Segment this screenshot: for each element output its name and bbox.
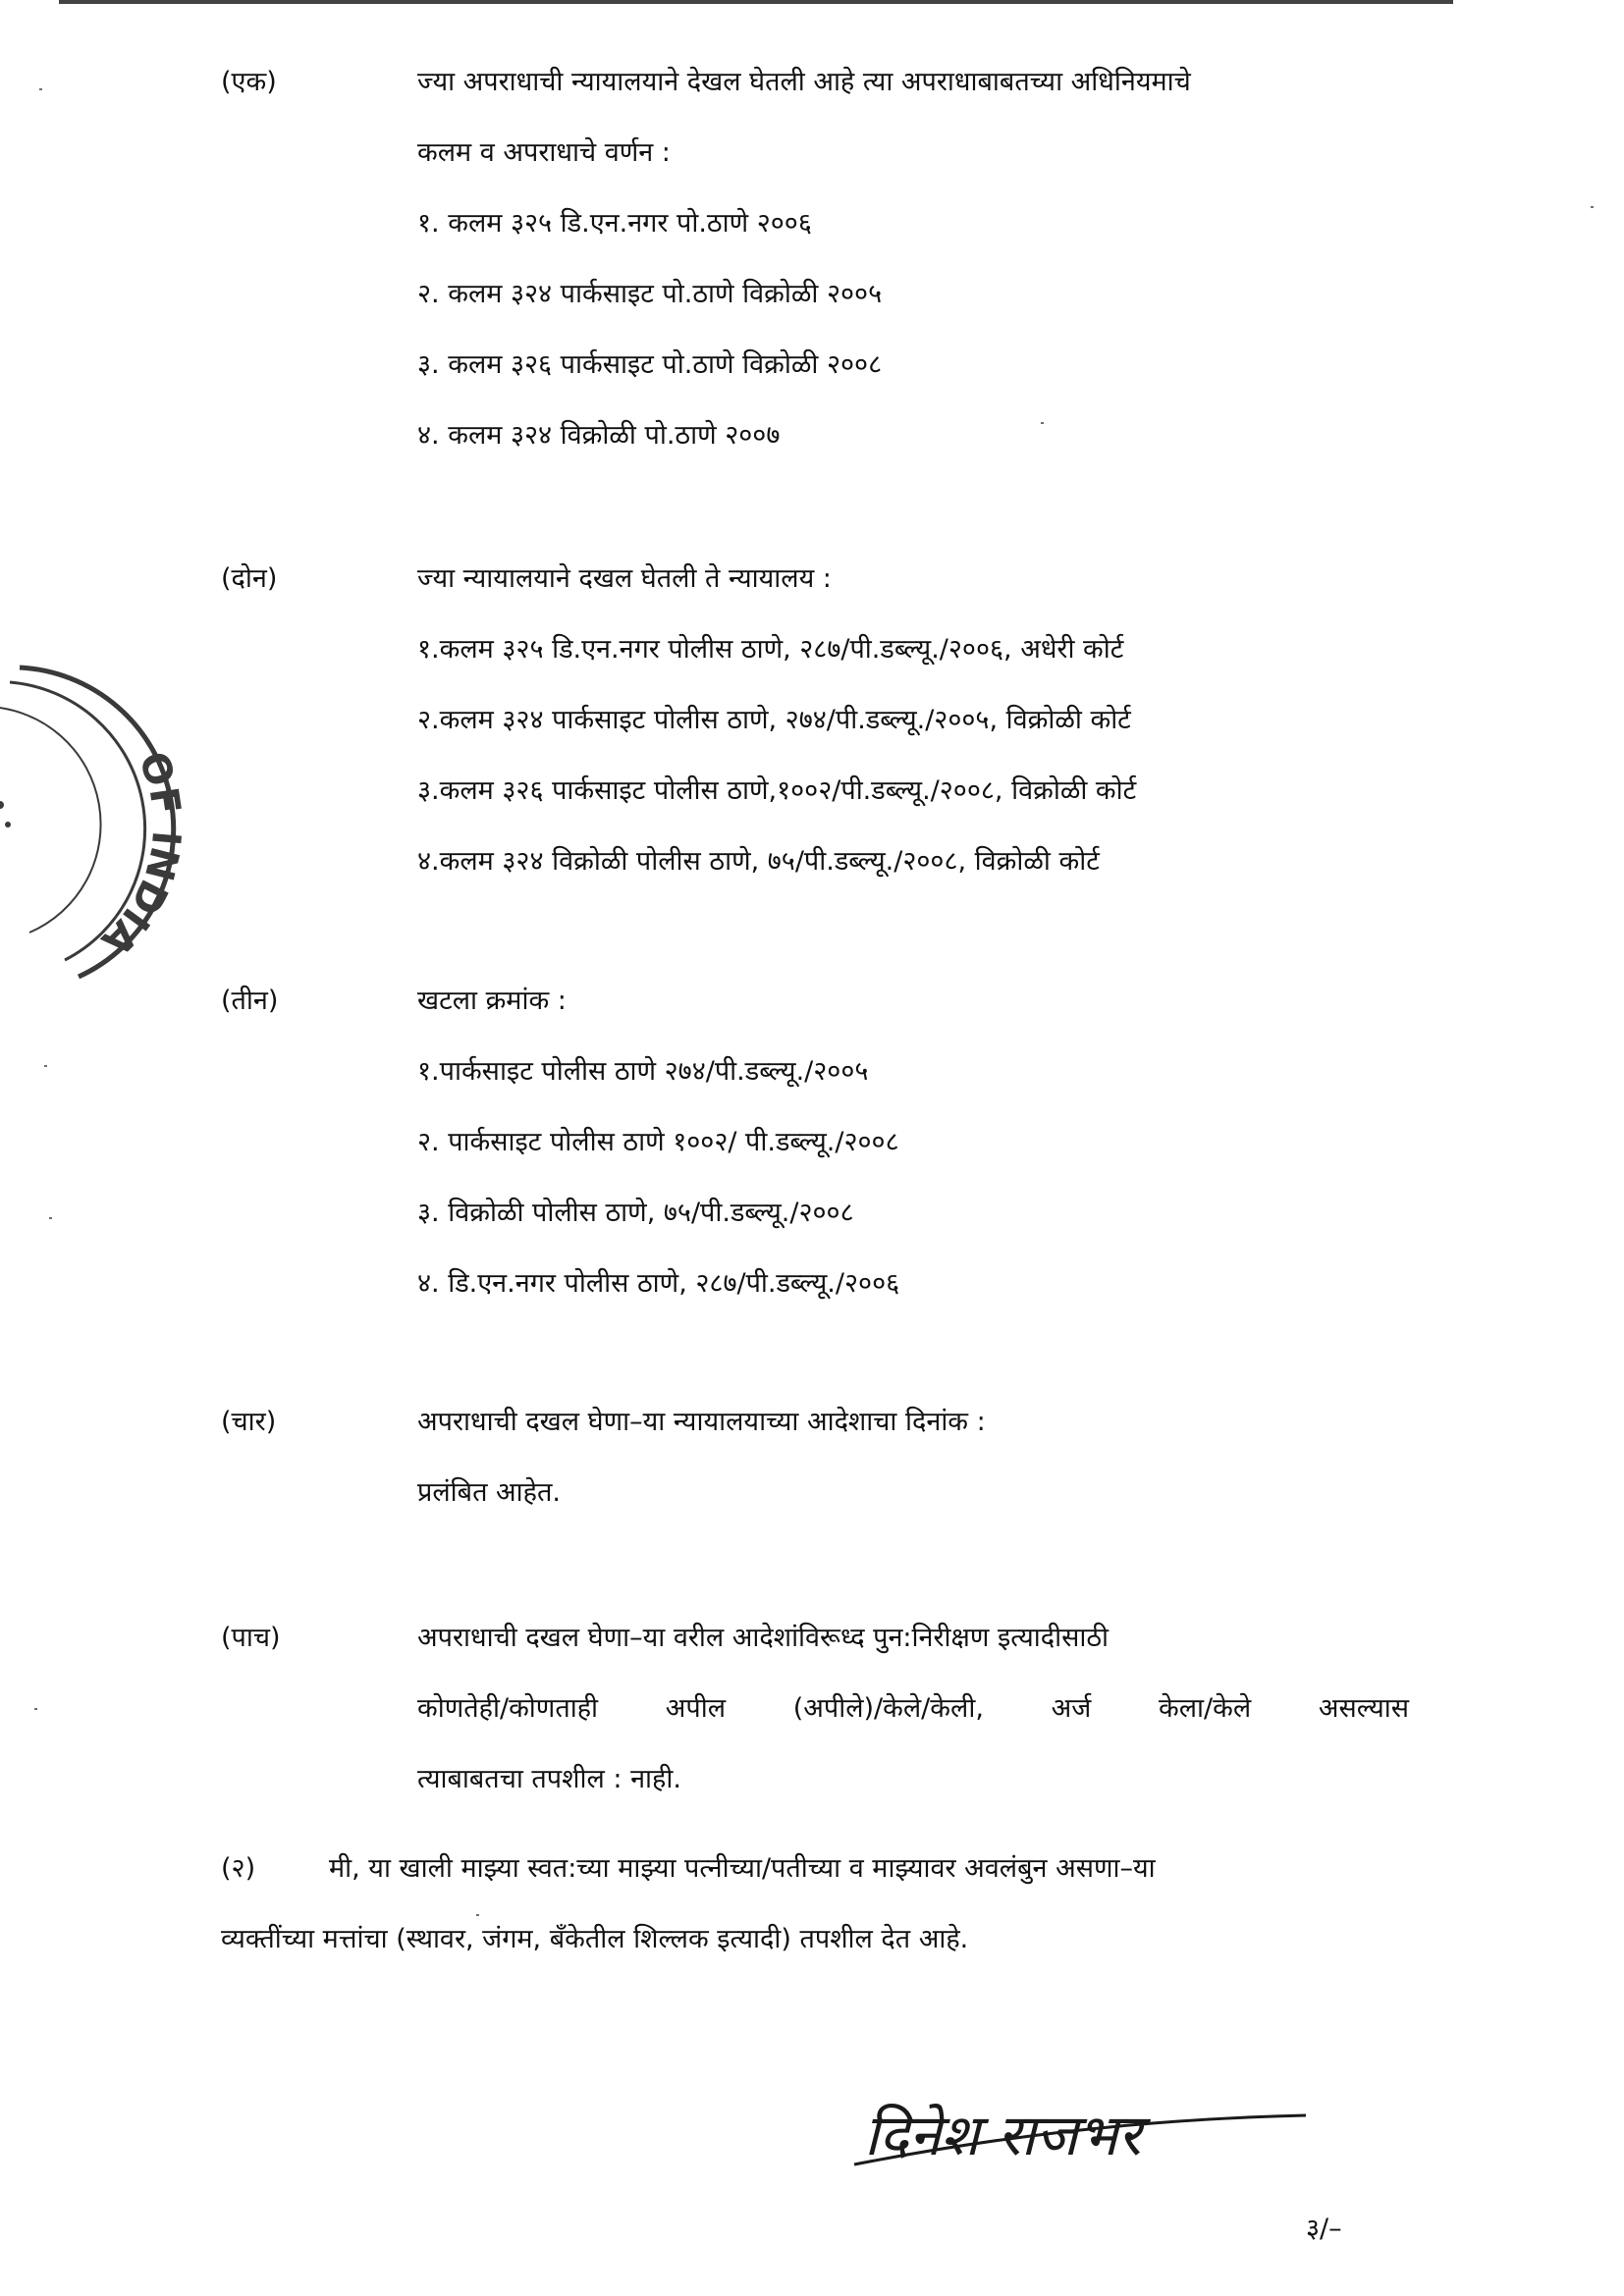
section-line: कलम व अपराधाचे वर्णन : (417, 137, 671, 168)
scan-speck (34, 1708, 37, 1710)
scan-speck (1591, 206, 1594, 208)
section-line: २. कलम ३२४ पार्कसाइट पो.ठाणे विक्रोळी २००५ (417, 279, 883, 309)
section-line: १.कलम ३२५ डि.एन.नगर पोलीस ठाणे, २८७/पी.डब्ल्यू./२००६, अधेरी कोर्ट (417, 634, 1124, 665)
section-line: ३.कलम ३२६ पार्कसाइट पोलीस ठाणे,१००२/पी.डब्ल्यू./२००८, विक्रोळी कोर्ट (417, 775, 1137, 806)
section-body-4 (417, 1387, 1409, 1528)
section-line: ३. कलम ३२६ पार्कसाइट पो.ठाणे विक्रोळी २००८ (417, 349, 883, 380)
section-marker-1: (एक) (221, 67, 277, 97)
paragraph-number: (२) (221, 1853, 256, 1884)
paragraph-body (221, 1834, 1409, 1975)
section-line: २. पार्कसाइट पोलीस ठाणे १००२/ पी.डब्ल्यू./२००८ (417, 1127, 899, 1157)
section-line: ज्या न्यायालयाने दखल घेतली ते न्यायालय : (417, 563, 832, 594)
scan-speck (39, 88, 42, 90)
section-line: ज्या अपराधाची न्यायालयाने देखल घेतली आहे त्या अपराधाबाबतच्या अधिनियमाचे (417, 67, 1191, 97)
section-marker-3: (तीन) (221, 986, 279, 1016)
signature-image (844, 2061, 1316, 2199)
section-line: २.कलम ३२४ पार्कसाइट पोलीस ठाणे, २७४/पी.डब्ल्यू./२००५, विक्रोळी कोर्ट (417, 705, 1131, 735)
seal-text: OF INDIA (92, 745, 189, 965)
section-marker-2: (दोन) (221, 563, 278, 594)
section-line: १.पार्कसाइट पोलीस ठाणे २७४/पी.डब्ल्यू./२००५ (417, 1056, 869, 1087)
section-marker-5: (पाच) (221, 1623, 281, 1653)
section-line: ४. डि.एन.नगर पोलीस ठाणे, २८७/पी.डब्ल्यू./२००६ (417, 1268, 900, 1299)
section-line: ३. विक्रोळी पोलीस ठाणे, ७५/पी.डब्ल्यू./२००८ (417, 1198, 854, 1228)
section-marker-4: (चार) (221, 1407, 277, 1437)
page-number: ३/– (1306, 2214, 1342, 2244)
section-line: त्याबाबतचा तपशील : नाही. (417, 1764, 681, 1794)
section-body-5 (417, 1603, 1409, 1815)
scan-speck (44, 1065, 47, 1067)
scan-speck (49, 1217, 52, 1219)
section-body-2 (417, 544, 1409, 897)
official-seal-icon (0, 638, 196, 1011)
section-body-3 (417, 966, 1409, 1319)
section-line: प्रलंबित आहेत. (417, 1477, 561, 1508)
section-body-1 (417, 47, 1409, 471)
section-line: खटला क्रमांक : (417, 986, 567, 1016)
signature-text: दिनेश राजभर (864, 2102, 1142, 2168)
scan-speck (476, 1914, 479, 1916)
top-edge-rule (59, 0, 1453, 4)
section-line: ४. कलम ३२४ विक्रोळी पो.ठाणे २००७ (417, 420, 781, 451)
paragraph-line: व्यक्तींच्या मत्तांचा (स्थावर, जंगम, बँकेतील शिल्लक इत्यादी) तपशील देत आहे. (221, 1924, 969, 1954)
section-line: १. कलम ३२५ डि.एन.नगर पो.ठाणे २००६ (417, 208, 812, 239)
section-line: ४.कलम ३२४ विक्रोळी पोलीस ठाणे, ७५/पी.डब्ल्यू./२००८, विक्रोळी कोर्ट (417, 846, 1100, 877)
paragraph-line: मी, या खाली माझ्या स्वत:च्या माझ्या पत्नीच्या/पतीच्या व माझ्यावर अवलंबुन असणा–या (329, 1853, 1156, 1884)
section-line: अपराधाची दखल घेणा–या वरील आदेशांविरूध्द पुन:निरीक्षण इत्यादीसाठी (417, 1623, 1110, 1653)
scan-speck (1041, 422, 1044, 424)
section-line: कोणतेही/कोणताही अपील (अपीले)/केले/केली, अर्ज केला/केले असल्यास (417, 1693, 1409, 1724)
section-line: अपराधाची दखल घेणा–या न्यायालयाच्या आदेशाचा दिनांक : (417, 1407, 986, 1437)
